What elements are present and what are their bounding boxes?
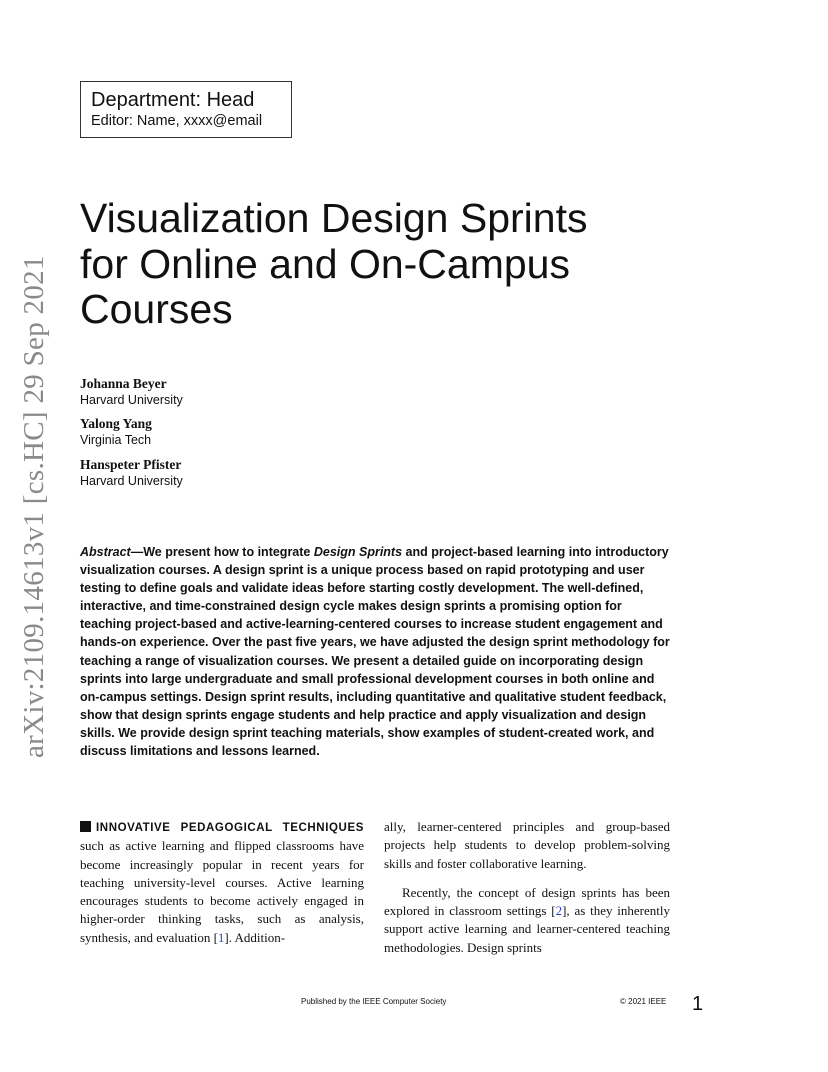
- footer-publisher: Published by the IEEE Computer Society: [301, 997, 447, 1006]
- author-affiliation: Virginia Tech: [80, 433, 152, 447]
- title-line-2: for Online and On-Campus: [80, 240, 570, 287]
- arxiv-stamp-text: arXiv:2109.14613v1 [cs.HC] 29 Sep 2021: [18, 255, 50, 758]
- page-number: 1: [692, 993, 704, 1015]
- department-editor: Editor: Name, xxxx@email: [91, 113, 263, 129]
- abstract-emphasis: Design Sprints: [313, 545, 403, 559]
- author-name: Hanspeter Pfister: [80, 457, 182, 472]
- abstract-label: Abstract: [80, 545, 131, 559]
- author-block: [80, 376, 183, 408]
- paragraph: [384, 884, 670, 957]
- citation-link[interactable]: 2: [555, 903, 563, 919]
- paragraph: ally, learner-centered principles and group-based projects help students to develop problem-solving skills and foster collaborative learning.: [384, 819, 670, 871]
- author-block: [80, 416, 152, 448]
- paragraph-text: ]. Addition-: [224, 929, 286, 945]
- section-heading-text: INNOVATIVE PEDAGOGICAL TECHNIQUES: [96, 822, 364, 834]
- department-box: [80, 81, 292, 138]
- abstract-body: and project-based learning into introductory visualization courses. A design sprint is a unique process based on rapid prototyping and user testing to define goals and validate ideas before starting costly development. The well-defined, interactive, and time-constrained design cycle makes design sprints a promising option for teaching project-based and active-learning-centered courses to increase student engagement and hands-on experience. Over the past five years, we have adjusted the design sprint methodology for teaching a range of visualization courses. We present a detailed guide on incorporating design sprints into large undergraduate and small professional development courses in both online and on-campus settings. Design sprint results, including quantitative and qualitative student feedback, show that design sprints engage students and help practice and apply visualization and design skills. We provide design sprint teaching materials, show examples of student-created work, and discuss limitations and lessons learned.: [80, 545, 670, 759]
- title-line-1: Visualization Design Sprints: [80, 195, 588, 241]
- body-column-left: [80, 818, 364, 947]
- title-line-3: Courses: [80, 286, 233, 332]
- author-block: [80, 457, 183, 489]
- author-affiliation: Harvard University: [80, 474, 183, 488]
- abstract-intro: —We present how to integrate: [130, 545, 314, 559]
- department-head: Department: Head: [91, 89, 255, 111]
- author-name: Yalong Yang: [80, 416, 152, 431]
- paragraph-text: such as active learning and flipped classrooms have become increasingly popular in recent years for teaching university-level courses. Active learning encourages students to become actively engaged in higher-order thinking tasks, such as analysis, synthesis, and evaluation [: [80, 838, 364, 945]
- abstract: [80, 543, 672, 760]
- author-name: Johanna Beyer: [80, 376, 167, 391]
- section-heading: [80, 822, 364, 834]
- citation-link[interactable]: 1: [217, 929, 225, 945]
- author-affiliation: Harvard University: [80, 393, 183, 407]
- paragraph-text: ], as they inherently support active learning and learner-centered teaching methodologies. Design sprints: [384, 903, 671, 955]
- footer-copyright: © 2021 IEEE: [620, 997, 667, 1006]
- section-square-icon: [80, 821, 91, 832]
- paper-title: [80, 196, 700, 333]
- body-column-right: [384, 818, 670, 957]
- paragraph-text: Recently, the concept of design sprints has been explored in classroom settings [: [384, 884, 670, 919]
- paragraph: [80, 818, 364, 947]
